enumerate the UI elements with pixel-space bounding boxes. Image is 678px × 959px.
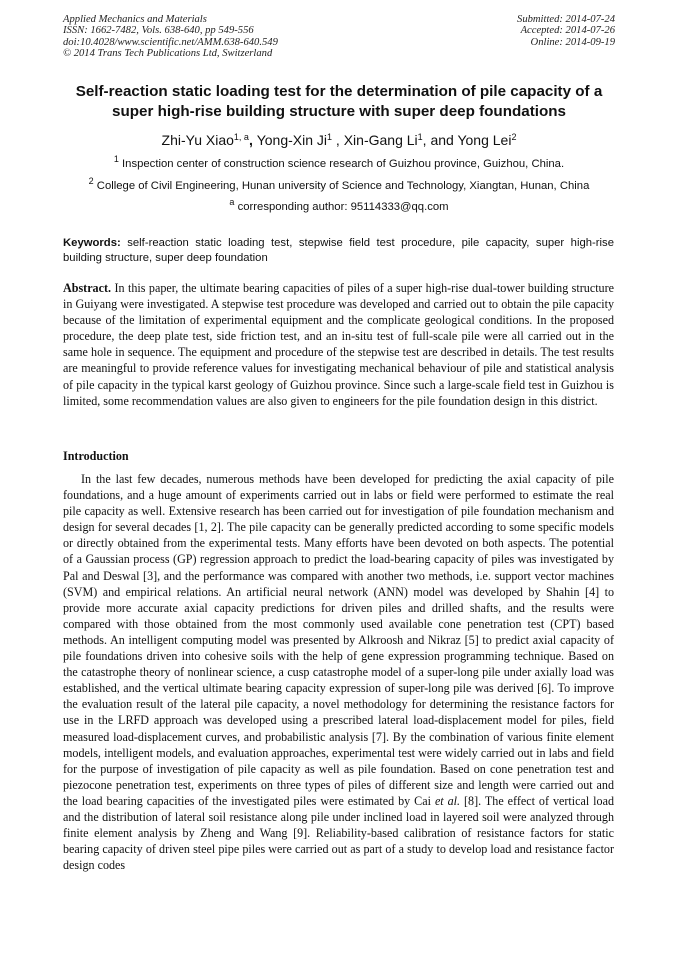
author-affiliation-mark: 1 <box>327 132 333 142</box>
affiliation-text: College of Civil Engineering, Hunan university of Science and Technology, Xiangtan, Hunan, China <box>93 180 590 192</box>
author-separator: , <box>332 132 344 148</box>
author-separator: , <box>248 132 257 148</box>
online-date: Online: 2014-09-19 <box>530 36 615 48</box>
keywords-text: self-reaction static loading test, stepwise field test procedure, pile capacity, super high-rise building structure, super deep foundation <box>63 237 614 264</box>
affiliation-1 <box>50 154 628 171</box>
abstract <box>63 280 614 409</box>
author-name: Zhi-Yu Xiao <box>161 132 234 148</box>
abstract-label: Abstract. <box>63 281 112 295</box>
journal-info <box>63 14 278 60</box>
keywords-label: Keywords: <box>63 237 121 249</box>
paper-title: Self-reaction static loading test for the determination of pile capacity of a super high-rise building structure with super deep foundations <box>75 83 603 120</box>
section-heading-introduction: Introduction <box>63 449 129 463</box>
affiliation-2 <box>50 176 628 193</box>
author-affiliation-mark: 1 <box>417 132 423 142</box>
author-affiliation-mark: 1, a <box>233 132 249 142</box>
corresponding-author <box>50 197 628 214</box>
corresponding-email: corresponding author: 95114333@qq.com <box>234 201 449 213</box>
affiliation-mark: a <box>229 197 235 207</box>
submitted-date: Submitted: 2014-07-24 <box>517 14 615 25</box>
intro-text-end: [8]. The effect of vertical load and the distribution of lateral soil resistance along pile under inclined load in layered soil were analyzed through finite element analysis by Zheng and Wang [9]. Reliability-based calibration of resistance factors for static bearing capacity of driven steel pipe piles were carried out as part of a study to develop load and resistance factor design codes <box>63 793 614 873</box>
author-list <box>55 131 623 149</box>
affiliation-mark: 1 <box>113 154 119 164</box>
dates-info <box>517 14 615 48</box>
intro-italic: et al. <box>434 793 461 808</box>
author-name: Xin-Gang Li <box>343 132 418 148</box>
affiliation-mark: 2 <box>88 176 94 186</box>
issn-line: ISSN: 1662-7482, Vols. 638-640, pp 549-556 <box>63 25 254 37</box>
copyright-line: © 2014 Trans Tech Publications Ltd, Switzerland <box>63 48 273 60</box>
abstract-text: In this paper, the ultimate bearing capacities of piles of a super high-rise dual-tower building structure in Guiyang were investigated. A stepwise test procedure was developed and carried out to obtain the pile capacity because of the limitation of experimental equipment and the complicate geological conditions. In the proposed procedure, the deep plate test, side friction test, and an in-situ test of full-scale pile were all carried out in the same hole in sequence. The equipment and procedure of the stepwise test are described in details. The test results are meaningful to provide reference values for investigating mechanical behaviour of pile and statistical analysis of pile capacity in the typical karst geology of Guizhou province. Since such a large-scale field test in Guizhou is limited, some recommendation values are also given to engineers for the pile foundation design in this district. <box>63 281 614 408</box>
keywords <box>63 236 614 266</box>
doi-line[interactable]: doi:10.4028/www.scientific.net/AMM.638-640.549 <box>63 36 278 48</box>
intro-text: In the last few decades, numerous methods have been developed for predicting the axial capacity of pile foundations, and a huge amount of experiments carried out in labs or field were performed to estimate the real pile capacity as well. Extensive research has been carried out for investigation of pile foundation mechanism and design for several decades [1, 2]. The pile capacity can be generally predicted according to some specific models or directly obtained from the experimental tests. Many efforts have been devoted on both aspects. The potential of a Gaussian process (GP) regression approach to predict the load-bearing capacity of piles was investigated by Pal and Deswal [3], and the performance was compared with another two methods, i.e. support vector machines (SVM) and empirical relations. An artificial neural network (ANN) model was developed by Shahin [4] to provide more accurate axial capacity predictions for driven piles and drilled shafts, and the results were compared with those obtained from the most commonly used available cone penetration test (CPT) based methods. An intelligent computing model was presented by Alkroosh and Nikraz [5] to predict axial capacity of pile foundations driven into cohesive soils with the help of gene expression programming technique. Based on the catastrophe theory of nonlinear science, a cusp catastrophe model of a super-long pile under axially load was established, and the vertical ultimate bearing capacity expression of super-long pile was derived [6]. To improve the evaluation result of the lateral pile capacity, a novel methodology for determining the resistance factors for use in the LRFD approach was developed using a prescribed lateral load-displacement model for piles, field measured load-displacement curves, and probabilistic analysis [7]. By the combination of various finite element models, intelligent models, and evaluation approaches, experimental test were widely carried out in labs and field for the purpose of investigation of pile capacity as well as pile foundation. Based on cone penetration test and piezocone penetration test, experiments on three types of piles of different size and length were carried out and the load bearing capacities of the investigated piles were estimated by Cai <box>63 472 614 808</box>
author-name: Yong-Xin Ji <box>256 132 328 148</box>
affiliation-text: Inspection center of construction science research of Guizhou province, Guizhou, China. <box>118 158 565 170</box>
author-affiliation-mark: 2 <box>511 132 517 142</box>
introduction-paragraph <box>63 471 614 873</box>
journal-name: Applied Mechanics and Materials <box>63 14 207 25</box>
author-name: Yong Lei <box>457 132 512 148</box>
author-separator: , and <box>422 132 458 148</box>
accepted-date: Accepted: 2014-07-26 <box>520 25 615 37</box>
